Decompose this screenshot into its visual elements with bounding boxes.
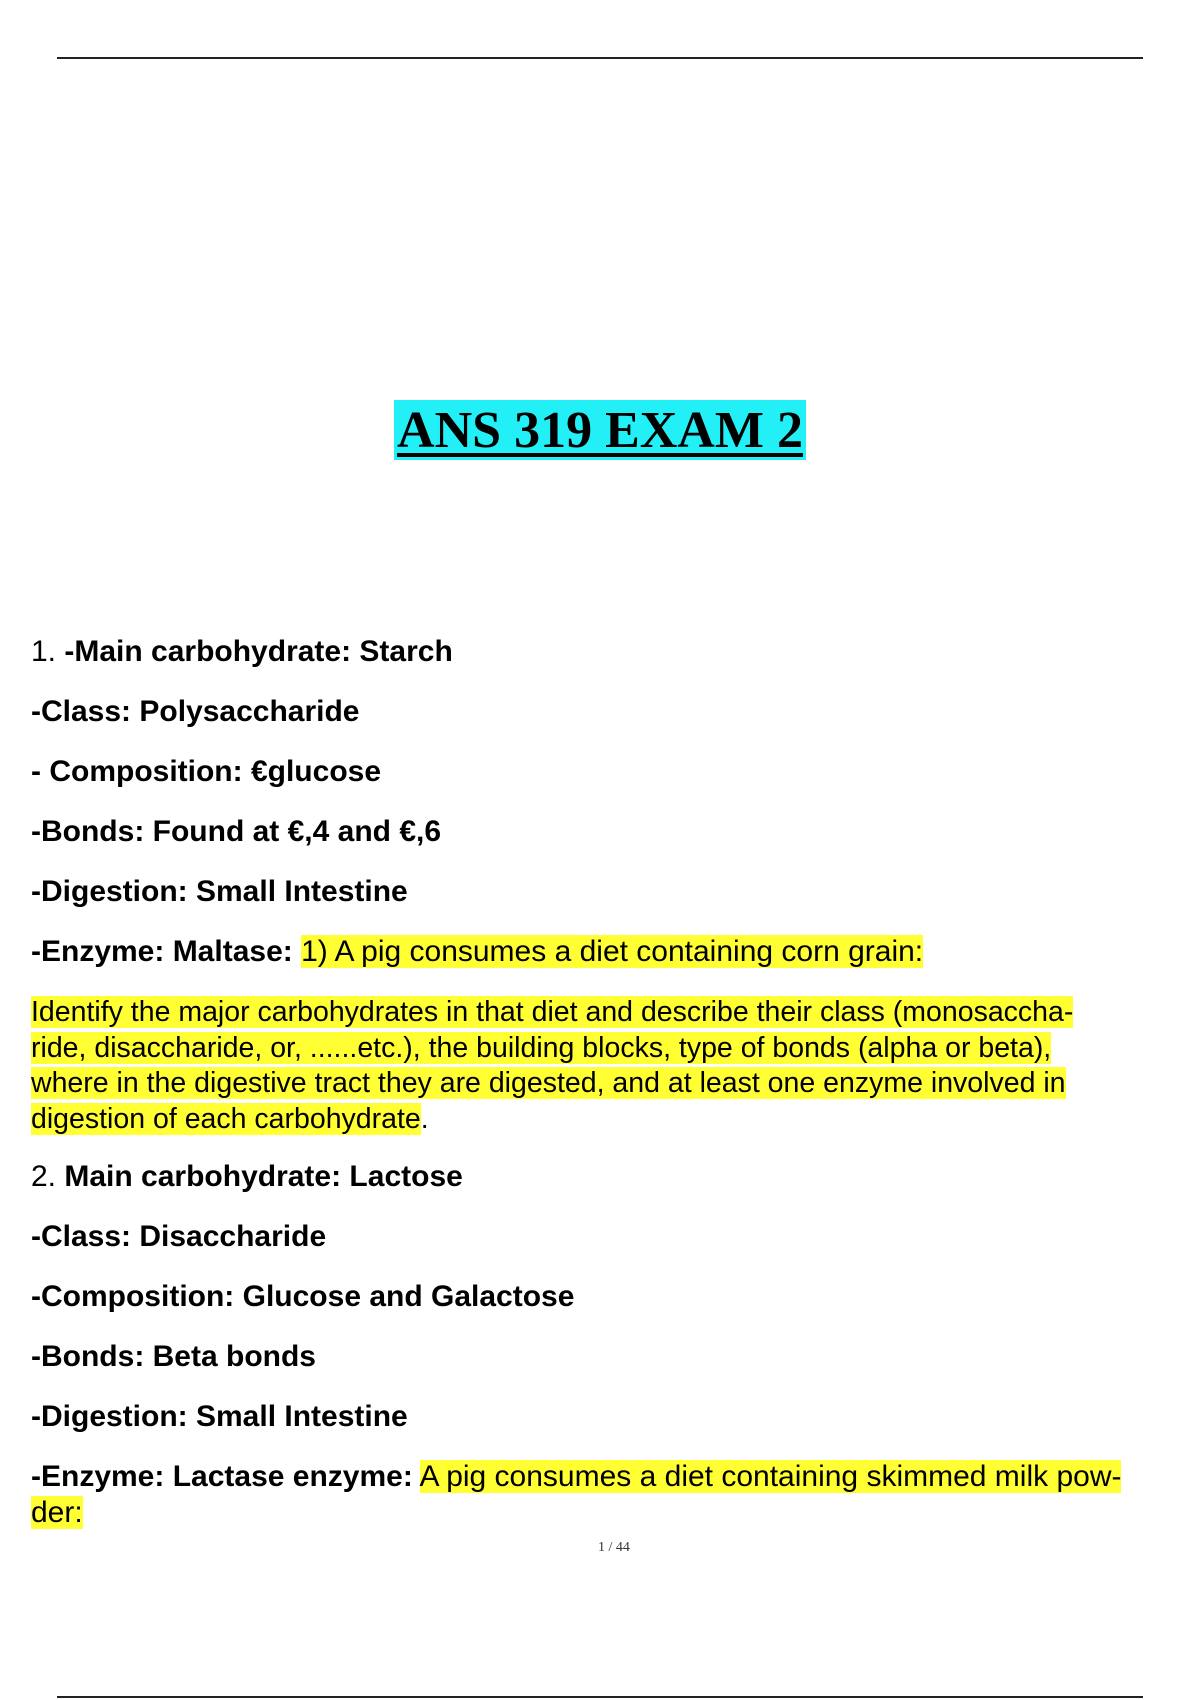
q2-composition: -Composition: Glucose and Galactose [31, 1280, 575, 1313]
q1-class: -Class: Polysaccharide [31, 695, 360, 728]
title-container [0, 400, 1200, 460]
q1-composition: - Composition: €glucose [31, 755, 382, 788]
page-number: 1 / 44 [598, 1540, 630, 1555]
q1-class-line [31, 682, 1200, 742]
q1-paragraph-line-4: digestion of each carbohydrate [31, 1102, 421, 1135]
q1-paragraph-end: . [420, 1102, 429, 1135]
q2-number: 2. [31, 1160, 57, 1193]
q2-composition-line [31, 1267, 1200, 1327]
q1-question-paragraph [31, 995, 1199, 1137]
q1-digestion: -Digestion: Small Intestine [31, 875, 408, 908]
q2-digestion: -Digestion: Small Intestine [31, 1400, 408, 1433]
q2-main-line [31, 1147, 1200, 1207]
q1-enzyme: -Enzyme: Maltase: [31, 935, 293, 968]
top-rule [57, 57, 1143, 59]
q1-main: -Main carbohydrate: Starch [64, 635, 453, 668]
q2-main: Main carbohydrate: Lactose [64, 1160, 463, 1193]
q1-digestion-line [31, 862, 1200, 922]
q2-class-line [31, 1207, 1200, 1267]
q1-enzyme-line [31, 922, 1200, 982]
q1-number: 1. [31, 635, 57, 668]
q1-paragraph-line-2: ride, disaccharide, or, ......etc.), the building blocks, type of bonds (alpha or beta), [31, 1031, 1052, 1064]
q1-paragraph-line-1: Identify the major carbohydrates in that diet and describe their class (monosaccha- [31, 996, 1074, 1028]
q2-enzyme: -Enzyme: Lactase enzyme: [31, 1460, 413, 1493]
q2-enzyme-block [31, 1459, 1200, 1531]
document-title: ANS 319 EXAM 2 [394, 400, 806, 460]
q1-question-intro: 1) A pig consumes a diet containing corn grain: [301, 935, 924, 968]
q2-class: -Class: Disaccharide [31, 1220, 327, 1253]
q1-main-line [31, 622, 1200, 682]
document-body [31, 622, 1200, 1531]
q2-question-line-2: der: [31, 1496, 83, 1529]
q2-bonds-line [31, 1327, 1200, 1387]
q1-paragraph-line-3: where in the digestive tract they are digested, and at least one enzyme involved in [31, 1067, 1066, 1099]
q2-bonds: -Bonds: Beta bonds [31, 1340, 316, 1373]
bottom-rule [57, 1696, 1143, 1698]
q1-composition-line [31, 742, 1200, 802]
q1-bonds: -Bonds: Found at €,4 and €,6 [31, 815, 442, 848]
q2-question-line-1: A pig consumes a diet containing skimmed milk pow- [419, 1460, 1122, 1493]
q1-bonds-line [31, 802, 1200, 862]
q2-digestion-line [31, 1387, 1200, 1447]
